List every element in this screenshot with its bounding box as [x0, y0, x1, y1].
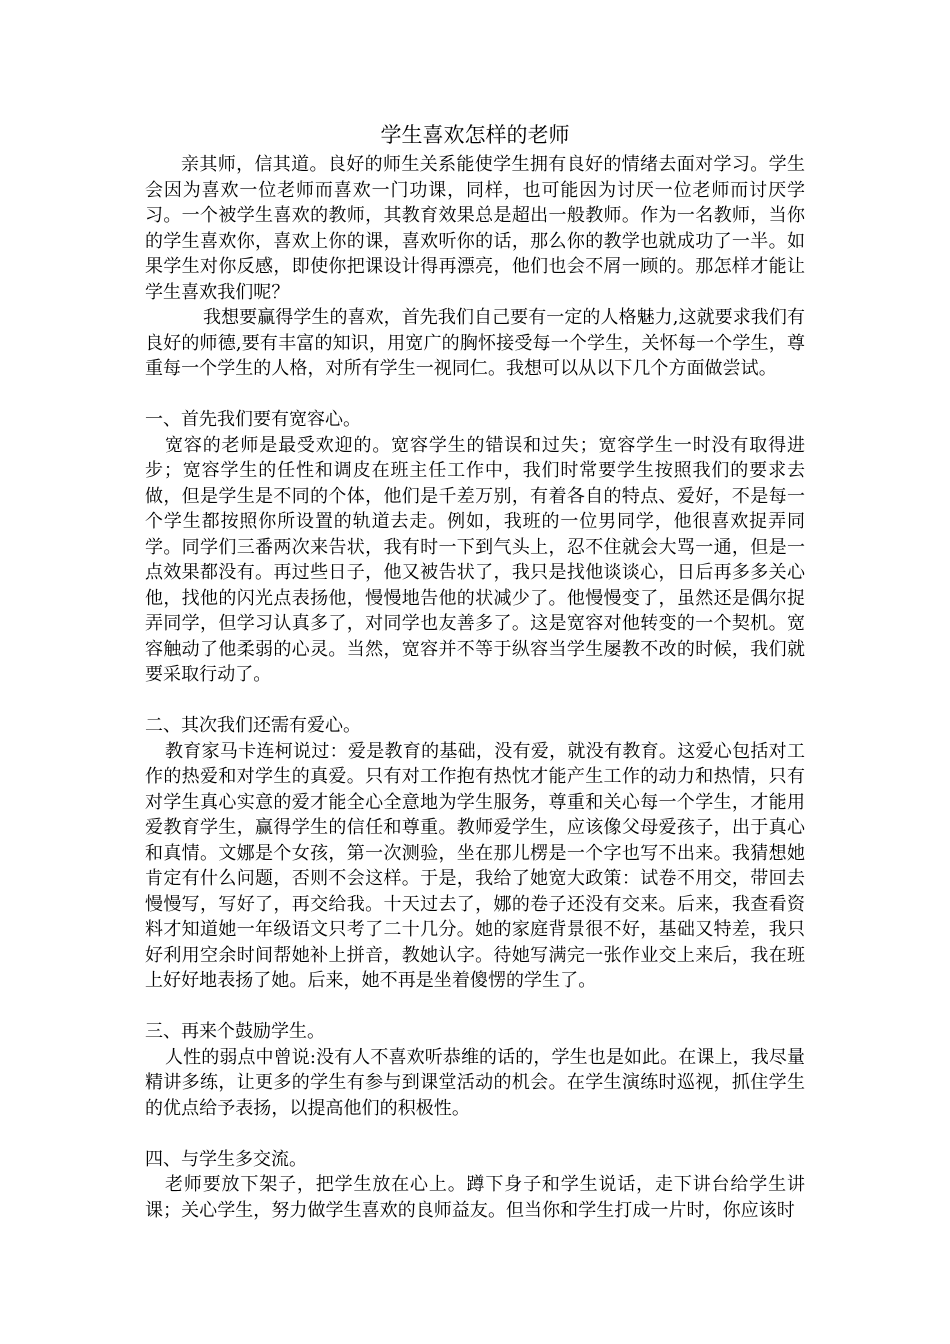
section-heading-4: 四、与学生多交流。 [145, 1148, 307, 1170]
document-title: 学生喜欢怎样的老师 [380, 123, 570, 147]
paragraph-gap [145, 1121, 805, 1147]
section-heading-2: 二、其次我们还需有爱心。 [145, 715, 361, 736]
section-body-2: 教育家马卡连柯说过：爱是教育的基础，没有爱，就没有教育。这爱心包括对工作的热爱和对学生的真爱。只有对工作抱有热忱才能产生工作的动力和热情，只有对学生真心实意的爱才能全心全意地为学生服务，尊重和关心每一个学生，才能用爱教育学生，赢得学生的信任和尊重。教师爱学生，应该像父母爱孩子，出于真心和真情。文娜是个女孩，第一次测验，坐在那儿楞是一个字也写不出来。我猜想她肯定有什么问题，否则不会这样。于是，我给了她宽大政策：试卷不用交，带回去慢慢写，写好了，再交给我。十天过去了，娜的卷子还没有交来。后来，我查看资料才知道她一年级语文只考了二十几分。她的家庭背景很不好，基础又特差，我只好利用空余时间帮她补上拼音，教她认字。待她写满完一张作业交上来后，我在班上好好地表扬了她。后来，她不再是坐着傻愣的学生了。 [145, 740, 805, 991]
paragraph-gap [145, 688, 805, 714]
paragraph-gap [145, 994, 805, 1020]
intro-paragraph-1: 亲其师，信其道。良好的师生关系能使学生拥有良好的情绪去面对学习。学生会因为喜欢一位老师而喜欢一门功课，同样，也可能因为讨厌一位老师而讨厌学习。一个被学生喜欢的教师，其教育效果总是超出一般教师。作为一名教师，当你的学生喜欢你，喜欢上你的课，喜欢听你的话，那么你的教学也就成功了一半。如果学生对你反感，即使你把课设计得再漂亮，他们也会不屑一顾的。那怎样才能让学生喜欢我们呢？ [145, 154, 805, 303]
section-body-3: 人性的弱点中曾说:没有人不喜欢听恭维的话的，学生也是如此。在课上，我尽量精讲多练，让更多的学生有参与到课堂活动的机会。在学生演练时巡视，抓住学生的优点给予表扬，以提高他们的积极性。 [145, 1046, 805, 1119]
section-heading-1: 一、首先我们要有宽容心。 [145, 409, 361, 430]
section-body-1: 宽容的老师是最受欢迎的。宽容学生的错误和过失；宽容学生一时没有取得进步；宽容学生的任性和调皮在班主任工作中，我们时常要学生按照我们的要求去做，但是学生是不同的个体，他们是千差万别，有着各自的特点、爱好，不是每一个学生都按照你所设置的轨道去走。例如，我班的一位男同学，他很喜欢捉弄同学。同学们三番两次来告状，我有时一下到气头上，忍不住就会大骂一通，但是一点效果都没有。再过些日子，他又被告状了，我只是找他谈谈心，日后再多多关心他，找他的闪光点表扬他，慢慢地告他的状减少了。他慢慢变了，虽然还是偶尔捉弄同学，但学习认真多了，对同学也友善多了。这是宽容对他转变的一个契机。宽容触动了他柔弱的心灵。当然，宽容并不等于纵容当学生屡教不改的时候，我们就要采取行动了。 [145, 434, 805, 685]
section-body-4: 老师要放下架子，把学生放在心上。蹲下身子和学生说话，走下讲台给学生讲课；关心学生，努力做学生喜欢的良师益友。但当你和学生打成一片时，你应该时 [145, 1174, 805, 1221]
section-heading-3: 三、再来个鼓励学生。 [145, 1021, 325, 1042]
document-page [145, 118, 805, 1223]
paragraph-gap [145, 382, 805, 408]
intro-paragraph-2: 我想要赢得学生的喜欢，首先我们自己要有一定的人格魅力,这就要求我们有良好的师德,要有丰富的知识，用宽广的胸怀接受每一个学生，关怀每一个学生，尊重每一个学生的人格，对所有学生一视同仁。我想可以从以下几个方面做尝试。 [145, 307, 805, 379]
